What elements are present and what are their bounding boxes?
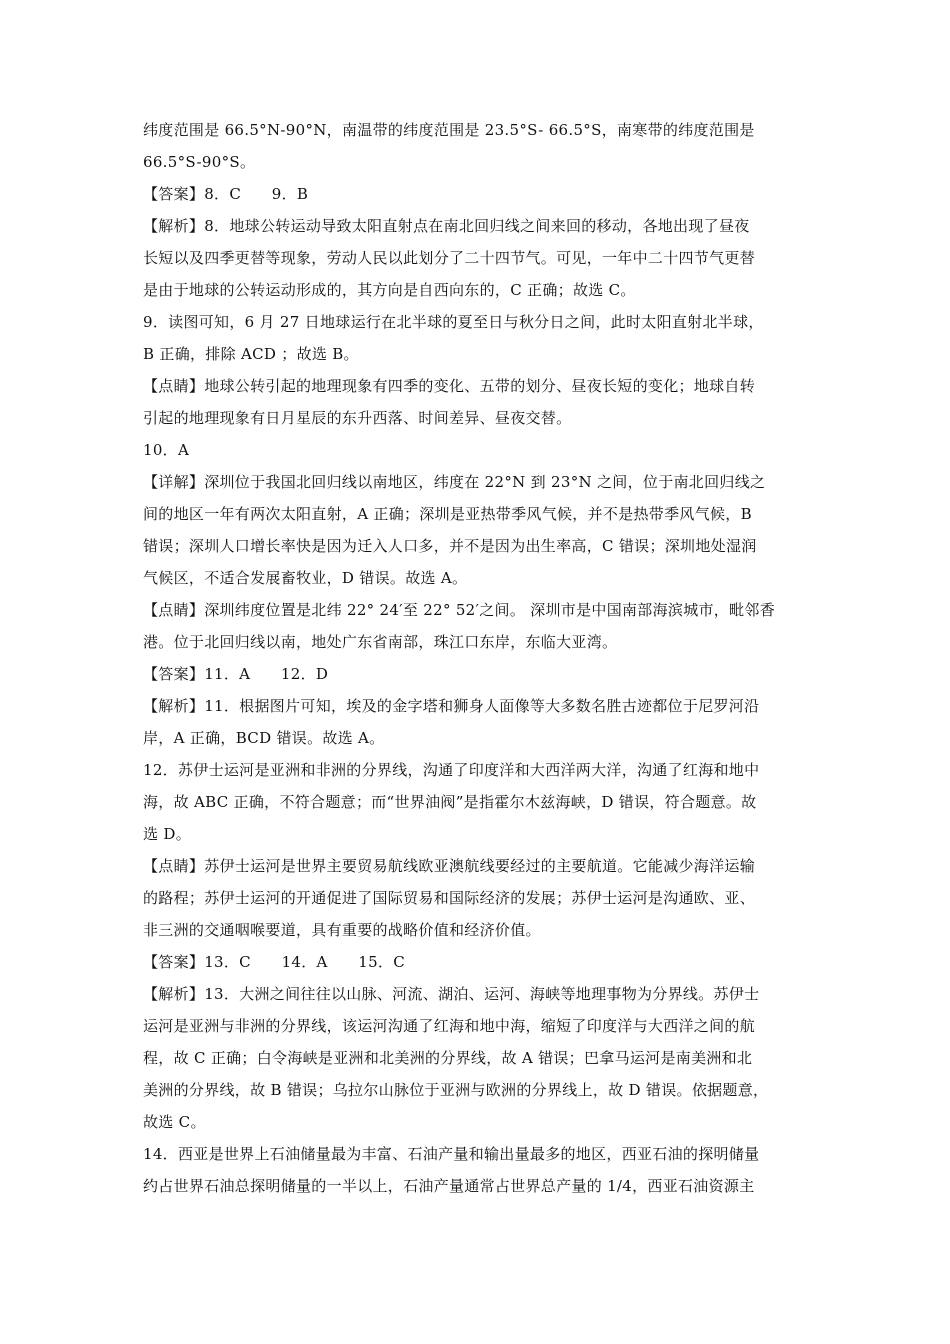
- text-line: 66.5°S-90°S。: [143, 153, 256, 171]
- text-line: 岸，A 正确，BCD 错误。故选 A。: [143, 729, 385, 747]
- text-line: 是由于地球的公转运动形成的，其方向是自西向东的，C 正确；故选 C。: [143, 281, 636, 299]
- text-line: 9．读图可知，6 月 27 日地球运行在北半球的夏至日与秋分日之间，此时太阳直射北半球，: [143, 313, 764, 331]
- answer-line: 【答案】13．C 14．A 15．C: [143, 953, 406, 971]
- text-line: 运河是亚洲与非洲的分界线，该运河沟通了红海和地中海，缩短了印度洋与大西洋之间的航: [143, 1017, 756, 1035]
- text-line: 引起的地理现象有日月星辰的东升西落、时间差异、昼夜交替。: [143, 409, 572, 427]
- text-line: 纬度范围是 66.5°N-90°N，南温带的纬度范围是 23.5°S- 66.5°S，南寒带的纬度范围是: [143, 121, 755, 139]
- text-line: 程，故 C 正确；白令海峡是亚洲和北美洲的分界线，故 A 错误；巴拿马运河是南美洲和北: [143, 1049, 753, 1067]
- text-line: 海，故 ABC 正确，不符合题意；而“世界油阀”是指霍尔木兹海峡，D 错误，符合题意。故: [143, 793, 757, 811]
- text-line: 约占世界石油总探明储量的一半以上，石油产量通常占世界总产量的 1/4，西亚石油资源主: [143, 1177, 755, 1195]
- analysis-line: 【解析】11．根据图片可知，埃及的金字塔和狮身人面像等大多数名胜古迹都位于尼罗河沿: [143, 697, 760, 715]
- question-number-line: 10．A: [143, 441, 190, 459]
- text-line: 12．苏伊士运河是亚洲和非洲的分界线，沟通了印度洋和大西洋两大洋，沟通了红海和地中: [143, 761, 760, 779]
- text-line: 的路程；苏伊士运河的开通促进了国际贸易和国际经济的发展；苏伊士运河是沟通欧、亚、: [143, 889, 756, 907]
- text-line: 港。位于北回归线以南，地处广东省南部，珠江口东岸，东临大亚湾。: [143, 633, 618, 651]
- comment-line: 【点睛】深圳纬度位置是北纬 22° 24′至 22° 52′之间。 深圳市是中国南部海滨城市，毗邻香: [143, 601, 776, 619]
- comment-line: 【点睛】地球公转引起的地理现象有四季的变化、五带的划分、昼夜长短的变化；地球自转: [143, 377, 756, 395]
- text-line: 长短以及四季更替等现象，劳动人民以此划分了二十四节气。可见，一年中二十四节气更替: [143, 249, 756, 267]
- text-line: 14．西亚是世界上石油储量最为丰富、石油产量和输出量最多的地区，西亚石油的探明储量: [143, 1145, 760, 1163]
- analysis-line: 【解析】8．地球公转运动导致太阳直射点在南北回归线之间来回的移动，各地出现了昼夜: [143, 217, 750, 235]
- analysis-line: 【解析】13．大洲之间往往以山脉、河流、湖泊、运河、海峡等地理事物为分界线。苏伊士: [143, 985, 760, 1003]
- detail-line: 【详解】深圳位于我国北回归线以南地区，纬度在 22°N 到 23°N 之间，位于南北回归线之: [143, 473, 766, 491]
- text-line: 非三洲的交通咽喉要道，具有重要的战略价值和经济价值。: [143, 921, 541, 939]
- text-line: B 正确，排除 ACD ；故选 B。: [143, 345, 359, 363]
- text-line: 间的地区一年有两次太阳直射，A 正确；深圳是亚热带季风气候，并不是热带季风气候，B: [143, 505, 752, 523]
- text-line: 故选 C。: [143, 1113, 206, 1131]
- text-line: 错误；深圳人口增长率快是因为迁入人口多，并不是因为出生率高，C 错误；深圳地处湿润: [143, 537, 757, 555]
- answer-line: 【答案】11．A 12．D: [143, 665, 329, 683]
- answer-line: 【答案】8．C 9．B: [143, 185, 309, 203]
- text-line: 选 D。: [143, 825, 191, 843]
- text-line: 美洲的分界线，故 B 错误；乌拉尔山脉位于亚洲与欧洲的分界线上，故 D 错误。依据题意，: [143, 1081, 769, 1099]
- text-line: 气候区，不适合发展畜牧业，D 错误。故选 A。: [143, 569, 468, 587]
- comment-line: 【点睛】苏伊士运河是世界主要贸易航线欧亚澳航线要经过的主要航道。它能减少海洋运输: [143, 857, 756, 875]
